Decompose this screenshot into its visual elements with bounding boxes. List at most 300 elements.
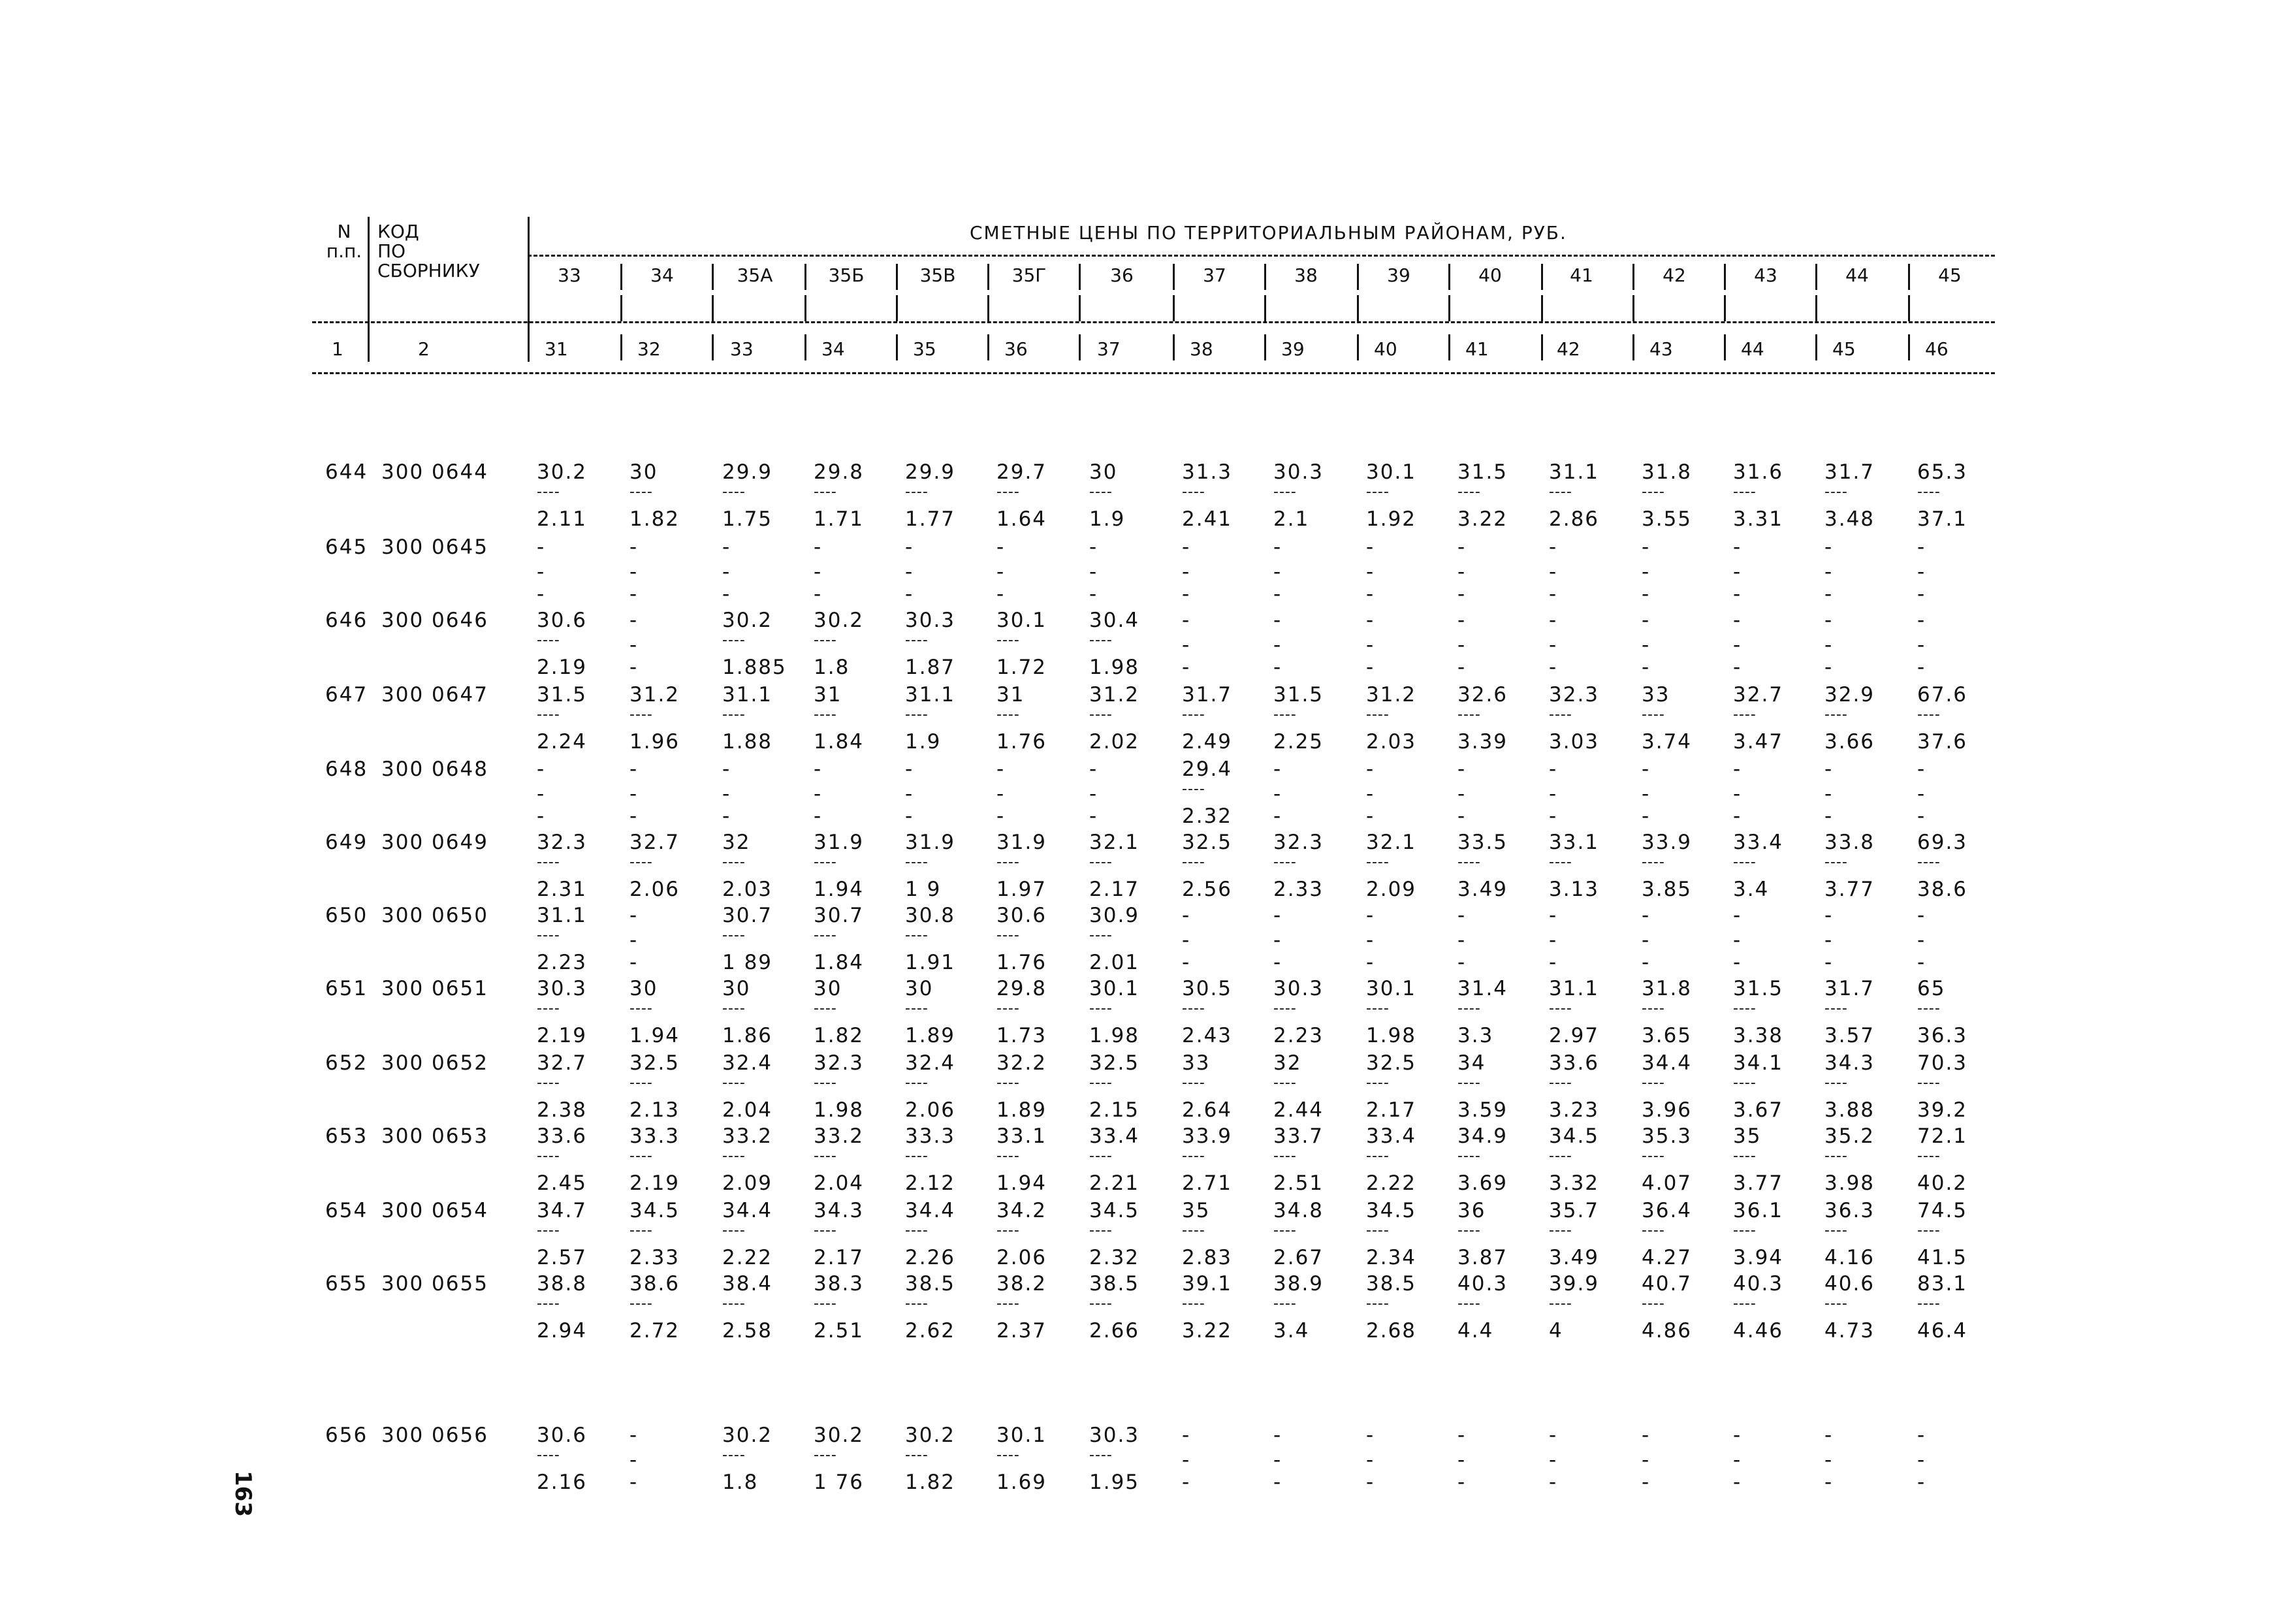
- price-value: 30.2: [722, 1424, 773, 1447]
- fraction-bar: ----: [1182, 707, 1205, 723]
- column-number: 38: [1190, 338, 1213, 360]
- fraction-bar: ----: [1182, 1075, 1205, 1091]
- wage-value: 2.62: [905, 1319, 956, 1343]
- wage-value: -: [1824, 951, 1834, 974]
- wage-value: 3.32: [1549, 1171, 1600, 1195]
- fraction-bar: ----: [537, 1222, 560, 1239]
- wage-value: 1.71: [814, 507, 865, 531]
- district-label: 36: [1110, 264, 1134, 286]
- district-label: 40: [1478, 264, 1502, 286]
- price-value: -: [996, 757, 1006, 781]
- fraction-bar: ----: [996, 1296, 1020, 1312]
- fraction-bar: ----: [1733, 854, 1757, 870]
- price-value: -: [1182, 609, 1191, 632]
- fraction-bar: -: [1549, 1448, 1557, 1472]
- fraction-bar: ----: [537, 707, 560, 723]
- fraction-bar: ----: [996, 927, 1020, 944]
- wage-value: 2.1: [1273, 507, 1310, 531]
- wage-value: 2.25: [1273, 730, 1324, 754]
- wage-value: 3.23: [1549, 1098, 1600, 1122]
- fraction-bar: ----: [1366, 1222, 1390, 1239]
- fraction-bar: ----: [1549, 1296, 1572, 1312]
- price-value: -: [1273, 535, 1282, 559]
- fraction-bar: ----: [1457, 1148, 1481, 1164]
- fraction-bar: -: [629, 929, 638, 952]
- price-value: -: [1549, 757, 1558, 781]
- price-value: -: [1917, 1424, 1926, 1447]
- fraction-bar: ----: [1273, 1148, 1297, 1164]
- wage-value: 2.19: [537, 656, 588, 679]
- fraction-bar: ----: [1824, 1075, 1848, 1091]
- fraction-bar: -: [629, 1448, 638, 1472]
- price-value: 32.5: [629, 1051, 680, 1075]
- fraction-bar: -: [1642, 633, 1650, 657]
- wage-value: 4.73: [1824, 1319, 1875, 1343]
- wage-value: 2.04: [814, 1171, 865, 1195]
- district-divider: [1264, 334, 1266, 360]
- price-value: -: [1733, 757, 1742, 781]
- price-value: -: [1917, 904, 1926, 927]
- district-divider: [1357, 295, 1359, 321]
- fraction-bar: -: [814, 782, 822, 806]
- wage-value: -: [629, 1471, 639, 1494]
- row-code: 300 0648: [381, 757, 488, 781]
- price-value: 34.9: [1457, 1124, 1508, 1148]
- price-value: 29.9: [905, 460, 956, 484]
- wage-value: -: [1089, 582, 1098, 606]
- fraction-bar: -: [1917, 560, 1926, 584]
- wage-value: 2.66: [1089, 1319, 1140, 1343]
- price-value: 34.3: [1824, 1051, 1875, 1075]
- wage-value: 4.27: [1642, 1246, 1693, 1269]
- wage-value: -: [629, 951, 639, 974]
- district-divider: [896, 264, 898, 290]
- price-value: 31: [996, 683, 1025, 707]
- wage-value: 3.38: [1733, 1024, 1784, 1047]
- price-value: -: [1457, 1424, 1467, 1447]
- wage-value: -: [1642, 951, 1651, 974]
- district-divider: [1541, 334, 1543, 360]
- fraction-bar: ----: [814, 1148, 837, 1164]
- fraction-bar: ----: [1182, 1222, 1205, 1239]
- price-value: 33: [1642, 683, 1670, 707]
- price-value: 30.3: [1273, 460, 1324, 484]
- wage-value: -: [1642, 1471, 1651, 1494]
- district-label: 35Б: [828, 264, 865, 286]
- price-value: 32.5: [1182, 831, 1233, 854]
- fraction-bar: ----: [814, 484, 837, 500]
- price-value: 32.5: [1366, 1051, 1417, 1075]
- district-divider: [1724, 264, 1726, 290]
- price-value: 29.8: [814, 460, 865, 484]
- wage-value: 3.48: [1824, 507, 1875, 531]
- price-value: 30.8: [905, 904, 956, 927]
- wage-value: -: [1917, 1471, 1926, 1494]
- wage-value: 3.31: [1733, 507, 1784, 531]
- wage-value: -: [1457, 1471, 1467, 1494]
- district-label: 34: [650, 264, 674, 286]
- price-value: -: [1733, 609, 1742, 632]
- fraction-bar: ----: [814, 707, 837, 723]
- price-value: 30: [722, 977, 751, 1000]
- price-value: 30.5: [1182, 977, 1233, 1000]
- wage-value: -: [722, 804, 731, 828]
- fraction-bar: ----: [1733, 1000, 1757, 1017]
- fraction-bar: ----: [1917, 1222, 1941, 1239]
- price-value: 30: [905, 977, 934, 1000]
- price-value: 70.3: [1917, 1051, 1968, 1075]
- district-divider: [1908, 264, 1910, 290]
- wage-value: 46.4: [1917, 1319, 1968, 1343]
- fraction-bar: -: [1549, 633, 1557, 657]
- fraction-bar: ----: [1366, 707, 1390, 723]
- fraction-bar: ----: [1089, 1296, 1113, 1312]
- wage-value: 3.88: [1824, 1098, 1875, 1122]
- row-number: 652: [325, 1051, 368, 1075]
- fraction-bar: ----: [1733, 484, 1757, 500]
- price-value: -: [905, 535, 914, 559]
- price-value: -: [1273, 1424, 1282, 1447]
- wage-value: 37.6: [1917, 730, 1968, 754]
- price-value: 32.6: [1457, 683, 1508, 707]
- price-value: 30.3: [905, 609, 956, 632]
- price-value: 34.4: [722, 1199, 773, 1222]
- wage-value: 3.77: [1733, 1171, 1784, 1195]
- fraction-bar: ----: [1089, 707, 1113, 723]
- wage-value: 1.94: [814, 878, 865, 901]
- price-value: 38.5: [1366, 1272, 1417, 1296]
- fraction-bar: -: [1366, 560, 1375, 584]
- wage-value: 2.15: [1089, 1098, 1140, 1122]
- district-divider: [896, 334, 898, 360]
- wage-value: -: [1182, 582, 1191, 606]
- row-code: 300 0654: [381, 1199, 488, 1222]
- fraction-bar: ----: [629, 1296, 653, 1312]
- price-value: 34.5: [1549, 1124, 1600, 1148]
- wage-value: 3.22: [1182, 1319, 1233, 1343]
- fraction-bar: ----: [1273, 1296, 1297, 1312]
- price-value: 31.3: [1182, 460, 1233, 484]
- district-label: 39: [1387, 264, 1410, 286]
- price-value: 34: [1457, 1051, 1486, 1075]
- fraction-bar: ----: [1089, 854, 1113, 870]
- fraction-bar: -: [1733, 929, 1742, 952]
- price-value: 32: [722, 831, 751, 854]
- district-label: 45: [1938, 264, 1962, 286]
- wage-value: -: [996, 582, 1006, 606]
- district-divider: [1079, 334, 1081, 360]
- fraction-bar: ----: [1733, 1222, 1757, 1239]
- row-code: 300 0650: [381, 904, 488, 927]
- district-divider: [804, 264, 806, 290]
- wage-value: 2.23: [1273, 1024, 1324, 1047]
- wage-value: -: [1366, 656, 1375, 679]
- wage-value: 2.06: [905, 1098, 956, 1122]
- price-value: -: [537, 535, 546, 559]
- price-value: 38.5: [905, 1272, 956, 1296]
- fraction-bar: ----: [1917, 1000, 1941, 1017]
- district-divider: [1357, 264, 1359, 290]
- fraction-bar: -: [1824, 1448, 1833, 1472]
- fraction-bar: -: [1549, 929, 1557, 952]
- fraction-bar: -: [1457, 560, 1466, 584]
- fraction-bar: ----: [1917, 484, 1941, 500]
- fraction-bar: -: [1457, 633, 1466, 657]
- wage-value: 2.11: [537, 507, 588, 531]
- wage-value: -: [1549, 582, 1558, 606]
- fraction-bar: ----: [629, 707, 653, 723]
- wage-value: 2.37: [996, 1319, 1047, 1343]
- fraction-bar: -: [1457, 782, 1466, 806]
- wage-value: 2.51: [1273, 1171, 1324, 1195]
- fraction-bar: ----: [629, 484, 653, 500]
- price-value: 35.7: [1549, 1199, 1600, 1222]
- wage-value: 2.32: [1182, 804, 1233, 828]
- price-value: 30.2: [814, 609, 865, 632]
- fraction-bar: -: [1182, 929, 1190, 952]
- column-number: 33: [730, 338, 754, 360]
- wage-value: 38.6: [1917, 878, 1968, 901]
- price-value: 30: [629, 460, 658, 484]
- wage-value: -: [1824, 656, 1834, 679]
- header-divider: [528, 217, 530, 362]
- wage-value: 40.2: [1917, 1171, 1968, 1195]
- wage-value: 1.76: [996, 730, 1047, 754]
- price-value: -: [1549, 535, 1558, 559]
- district-divider: [1908, 334, 1910, 360]
- price-value: 32.2: [996, 1051, 1047, 1075]
- price-value: 30.7: [814, 904, 865, 927]
- wage-value: -: [1273, 951, 1282, 974]
- wage-value: 4.07: [1642, 1171, 1693, 1195]
- wage-value: 1.64: [996, 507, 1047, 531]
- column-number: 43: [1649, 338, 1673, 360]
- wage-value: 1.885: [722, 656, 787, 679]
- wage-value: -: [1182, 656, 1191, 679]
- fraction-bar: ----: [1457, 1000, 1481, 1017]
- row-number: 653: [325, 1124, 368, 1148]
- fraction-bar: -: [1824, 929, 1833, 952]
- wage-value: 1.94: [996, 1171, 1047, 1195]
- price-value: -: [629, 535, 639, 559]
- wage-value: 1.76: [996, 951, 1047, 974]
- wage-value: 3.85: [1642, 878, 1693, 901]
- price-value: 32.1: [1366, 831, 1417, 854]
- district-label: 35Г: [1011, 264, 1047, 286]
- wage-value: 2.09: [1366, 878, 1417, 901]
- price-value: 35.3: [1642, 1124, 1693, 1148]
- wage-value: 3.77: [1824, 878, 1875, 901]
- wage-value: -: [1549, 951, 1558, 974]
- district-divider: [1448, 264, 1450, 290]
- fraction-bar: ----: [1549, 1075, 1572, 1091]
- fraction-bar: -: [1824, 782, 1833, 806]
- price-value: -: [1733, 904, 1742, 927]
- wage-value: 36.3: [1917, 1024, 1968, 1047]
- price-value: -: [1642, 535, 1651, 559]
- wage-value: -: [1733, 1471, 1742, 1494]
- fraction-bar: ----: [1549, 484, 1572, 500]
- wage-value: 3.66: [1824, 730, 1875, 754]
- district-label: 42: [1663, 264, 1686, 286]
- fraction-bar: -: [629, 782, 638, 806]
- fraction-bar: ----: [537, 927, 560, 944]
- price-value: -: [814, 535, 823, 559]
- price-value: 31.1: [1549, 460, 1600, 484]
- wage-value: -: [1273, 1471, 1282, 1494]
- wage-value: 1.9: [905, 730, 942, 754]
- wage-value: 3.03: [1549, 730, 1600, 754]
- price-value: 33: [1182, 1051, 1211, 1075]
- wage-value: -: [1642, 804, 1651, 828]
- fraction-bar: ----: [1366, 1148, 1390, 1164]
- fraction-bar: ----: [1273, 484, 1297, 500]
- fraction-bar: ----: [1273, 1000, 1297, 1017]
- district-label: 35В: [919, 264, 956, 286]
- fraction-bar: -: [1917, 633, 1926, 657]
- wage-value: 1.97: [996, 878, 1047, 901]
- wage-value: 1.98: [814, 1098, 865, 1122]
- row-code: 300 0647: [381, 683, 488, 707]
- price-value: 33.2: [722, 1124, 773, 1148]
- fraction-bar: ----: [722, 1296, 746, 1312]
- wage-value: 2.02: [1089, 730, 1140, 754]
- header-rule: [528, 255, 1995, 257]
- wage-value: 3.57: [1824, 1024, 1875, 1047]
- fraction-bar: -: [1642, 560, 1650, 584]
- fraction-bar: ----: [996, 1148, 1020, 1164]
- price-value: 29.7: [996, 460, 1047, 484]
- price-value: 30.1: [1366, 977, 1417, 1000]
- fraction-bar: -: [1642, 1448, 1650, 1472]
- price-value: 30.2: [722, 609, 773, 632]
- wage-value: 1.91: [905, 951, 956, 974]
- price-value: 35: [1733, 1124, 1762, 1148]
- wage-value: 2.57: [537, 1246, 588, 1269]
- district-divider: [1264, 295, 1266, 321]
- price-value: 38.2: [996, 1272, 1047, 1296]
- fraction-bar: -: [1917, 782, 1926, 806]
- fraction-bar: ----: [1182, 484, 1205, 500]
- fraction-bar: ----: [1733, 1075, 1757, 1091]
- wage-value: -: [629, 582, 639, 606]
- price-value: 30.3: [537, 977, 588, 1000]
- price-value: 33.8: [1824, 831, 1875, 854]
- fraction-bar: -: [1366, 929, 1375, 952]
- price-value: 30.4: [1089, 609, 1140, 632]
- price-value: 72.1: [1917, 1124, 1968, 1148]
- price-value: 32.4: [905, 1051, 956, 1075]
- price-value: 31.2: [1089, 683, 1140, 707]
- wage-value: 2.56: [1182, 878, 1233, 901]
- wage-value: -: [1549, 656, 1558, 679]
- wage-value: 2.67: [1273, 1246, 1324, 1269]
- fraction-bar: -: [1273, 560, 1282, 584]
- district-divider: [804, 295, 806, 321]
- wage-value: 2.41: [1182, 507, 1233, 531]
- fraction-bar: ----: [905, 1075, 929, 1091]
- fraction-bar: ----: [722, 1148, 746, 1164]
- price-value: -: [722, 757, 731, 781]
- wage-value: 2.72: [629, 1319, 680, 1343]
- wage-value: 2.19: [537, 1024, 588, 1047]
- fraction-bar: ----: [905, 1222, 929, 1239]
- row-number: 647: [325, 683, 368, 707]
- price-value: 33.4: [1089, 1124, 1140, 1148]
- column-number: 46: [1925, 338, 1949, 360]
- price-value: 31.2: [629, 683, 680, 707]
- fraction-bar: ----: [722, 1222, 746, 1239]
- wage-value: 2.17: [1366, 1098, 1417, 1122]
- price-value: -: [1824, 904, 1834, 927]
- wage-value: 2.24: [537, 730, 588, 754]
- price-value: 29.4: [1182, 757, 1233, 781]
- fraction-bar: ----: [722, 927, 746, 944]
- price-value: -: [1182, 535, 1191, 559]
- fraction-bar: ----: [1733, 1296, 1757, 1312]
- wage-value: 2.83: [1182, 1246, 1233, 1269]
- price-value: -: [1824, 609, 1834, 632]
- row-number: 649: [325, 831, 368, 854]
- price-value: -: [1366, 609, 1375, 632]
- wage-value: 2.64: [1182, 1098, 1233, 1122]
- wage-value: 2.03: [1366, 730, 1417, 754]
- price-value: 67.6: [1917, 683, 1968, 707]
- wage-value: -: [1457, 804, 1467, 828]
- price-value: -: [1642, 609, 1651, 632]
- price-value: 34.5: [1089, 1199, 1140, 1222]
- wage-value: -: [1366, 1471, 1375, 1494]
- price-value: 38.5: [1089, 1272, 1140, 1296]
- price-value: -: [629, 904, 639, 927]
- wage-value: -: [1366, 951, 1375, 974]
- price-value: 31.1: [537, 904, 588, 927]
- wage-value: 1.82: [814, 1024, 865, 1047]
- price-value: 31.7: [1824, 460, 1875, 484]
- price-value: 34.1: [1733, 1051, 1784, 1075]
- fraction-bar: -: [1917, 1448, 1926, 1472]
- price-value: 29.8: [996, 977, 1047, 1000]
- fraction-bar: ----: [629, 1075, 653, 1091]
- fraction-bar: -: [1642, 782, 1650, 806]
- price-value: 33.3: [905, 1124, 956, 1148]
- fraction-bar: ----: [1273, 1222, 1297, 1239]
- price-value: 30.6: [537, 1424, 588, 1447]
- price-value: 30.1: [1089, 977, 1140, 1000]
- wage-value: 2.26: [905, 1246, 956, 1269]
- price-value: 33.5: [1457, 831, 1508, 854]
- wage-value: -: [1733, 656, 1742, 679]
- wage-value: -: [1917, 582, 1926, 606]
- wage-value: 1 9: [905, 878, 942, 901]
- district-divider: [1632, 334, 1634, 360]
- wage-value: 3.87: [1457, 1246, 1508, 1269]
- district-divider: [1173, 264, 1175, 290]
- price-value: 32.4: [722, 1051, 773, 1075]
- wage-value: 3.39: [1457, 730, 1508, 754]
- header-rule: [312, 372, 1995, 374]
- wage-value: 1.86: [722, 1024, 773, 1047]
- wage-value: 2.03: [722, 878, 773, 901]
- fraction-bar: ----: [722, 632, 746, 648]
- fraction-bar: ----: [814, 1222, 837, 1239]
- district-divider: [1264, 264, 1266, 290]
- price-value: -: [1089, 757, 1098, 781]
- wage-value: 1.82: [905, 1471, 956, 1494]
- price-value: -: [1457, 904, 1467, 927]
- fraction-bar: -: [1733, 782, 1742, 806]
- price-value: 32.9: [1824, 683, 1875, 707]
